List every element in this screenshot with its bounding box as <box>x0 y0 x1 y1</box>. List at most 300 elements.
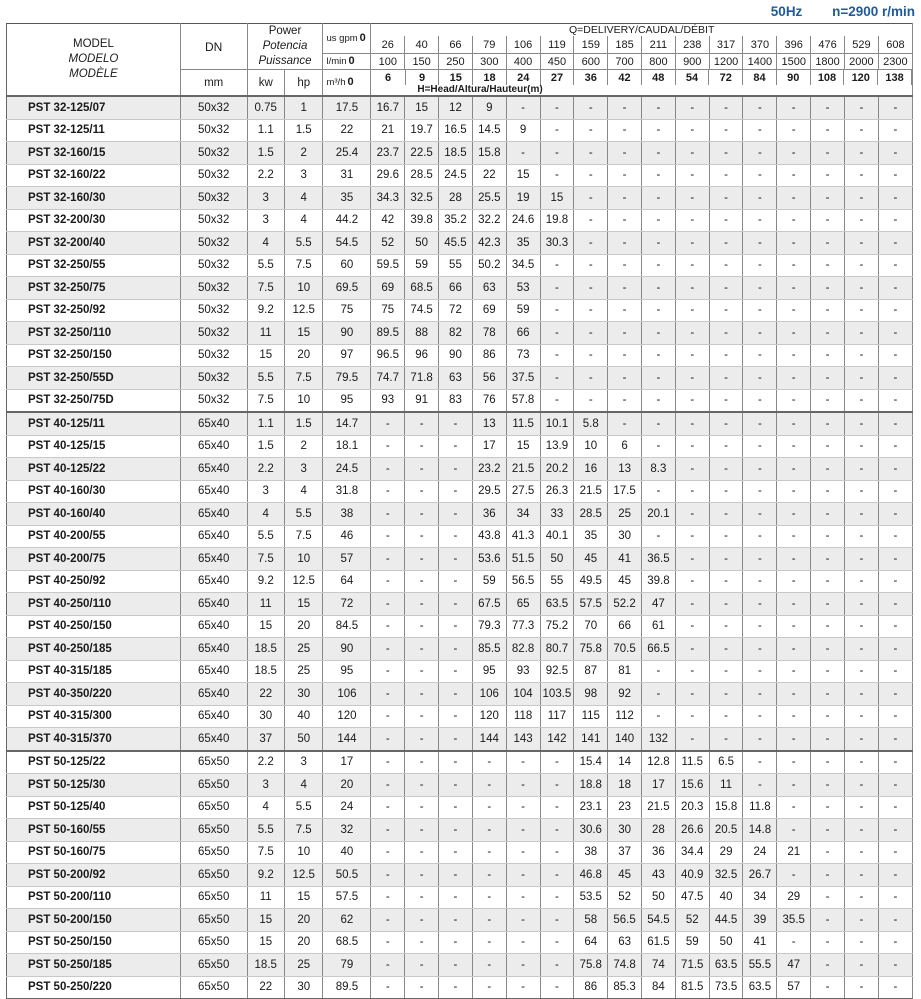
hp-cell: 12.5 <box>284 570 323 593</box>
head-cell: 20.5 <box>709 819 743 842</box>
head-cell: 66 <box>608 615 642 638</box>
head-cell: 45 <box>608 570 642 593</box>
head-cell: - <box>777 548 811 571</box>
table-row <box>7 209 913 232</box>
head-cell: - <box>439 412 473 435</box>
head-cell: - <box>371 458 405 481</box>
head-cell: - <box>439 819 473 842</box>
head-cell: 55 <box>540 570 574 593</box>
head-cell: - <box>675 96 709 119</box>
head-cell: 14.7 <box>323 412 371 435</box>
head-cell: - <box>574 322 608 345</box>
head-cell: 72 <box>439 299 473 322</box>
head-cell: 59 <box>675 931 709 954</box>
head-cell: - <box>371 774 405 797</box>
hp-cell: 10 <box>284 841 323 864</box>
head-cell: - <box>675 615 709 638</box>
head-cell: 40.1 <box>540 525 574 548</box>
head-cell: - <box>777 931 811 954</box>
head-cell: - <box>642 277 676 300</box>
head-cell: - <box>574 96 608 119</box>
head-cell: 56.5 <box>608 909 642 932</box>
head-cell: 89.5 <box>371 322 405 345</box>
head-cell: 13 <box>472 412 506 435</box>
head-cell: - <box>439 548 473 571</box>
head-cell: - <box>439 458 473 481</box>
head-cell: 23.7 <box>371 142 405 165</box>
head-cell: 8.3 <box>642 458 676 481</box>
head-cell: - <box>540 819 574 842</box>
head-cell: - <box>506 751 540 774</box>
head-cell: - <box>540 142 574 165</box>
head-cell: - <box>844 615 878 638</box>
head-cell: 74.7 <box>371 367 405 390</box>
model-header-line: MODÈLE <box>69 68 118 80</box>
head-cell: - <box>844 525 878 548</box>
head-cell: - <box>574 142 608 165</box>
head-cell: - <box>844 322 878 345</box>
head-cell: - <box>878 593 912 616</box>
head-cell: - <box>709 164 743 187</box>
model-cell: PST 40-200/55 <box>7 525 181 548</box>
head-cell: - <box>743 458 777 481</box>
table-row <box>7 796 913 819</box>
head-cell: - <box>811 796 845 819</box>
head-cell: - <box>743 480 777 503</box>
kw-cell: 2.2 <box>247 458 284 481</box>
head-cell: - <box>675 525 709 548</box>
hp-cell: 30 <box>284 976 323 999</box>
head-cell: - <box>642 683 676 706</box>
head-cell: 18 <box>608 774 642 797</box>
dn-cell: 50x32 <box>180 209 247 232</box>
head-cell: 21.5 <box>642 796 676 819</box>
m3h-value: 36 <box>574 70 608 85</box>
head-cell: 120 <box>472 705 506 728</box>
head-cell: 23.1 <box>574 796 608 819</box>
head-cell: 50 <box>642 886 676 909</box>
head-cell: - <box>743 660 777 683</box>
dn-cell: 65x50 <box>180 864 247 887</box>
head-cell: - <box>844 954 878 977</box>
head-cell: - <box>811 954 845 977</box>
head-cell: - <box>371 525 405 548</box>
head-cell: - <box>642 412 676 435</box>
dn-cell: 50x32 <box>180 187 247 210</box>
head-cell: - <box>777 277 811 300</box>
head-cell: - <box>405 458 439 481</box>
head-cell: - <box>540 954 574 977</box>
head-cell: 103.5 <box>540 683 574 706</box>
head-cell: 36.5 <box>642 548 676 571</box>
head-cell: - <box>844 909 878 932</box>
head-cell: - <box>743 525 777 548</box>
head-cell: - <box>371 751 405 774</box>
table-row <box>7 254 913 277</box>
head-cell: - <box>844 232 878 255</box>
head-cell: - <box>878 458 912 481</box>
dn-cell: 65x50 <box>180 976 247 999</box>
head-cell: 28 <box>439 187 473 210</box>
kw-cell: 3 <box>247 209 284 232</box>
head-cell: - <box>405 570 439 593</box>
dn-cell: 65x40 <box>180 458 247 481</box>
hp-cell: 30 <box>284 683 323 706</box>
head-cell: 79 <box>323 954 371 977</box>
head-cell: - <box>405 886 439 909</box>
head-cell: - <box>642 187 676 210</box>
kw-cell: 2.2 <box>247 751 284 774</box>
head-cell: 53.6 <box>472 548 506 571</box>
head-cell: - <box>878 976 912 999</box>
model-cell: PST 32-160/30 <box>7 187 181 210</box>
power-column-header <box>247 24 323 70</box>
head-cell: - <box>878 570 912 593</box>
head-cell: - <box>844 96 878 119</box>
head-cell: - <box>675 299 709 322</box>
hp-cell: 4 <box>284 480 323 503</box>
head-cell: - <box>675 593 709 616</box>
head-cell: 53.5 <box>574 886 608 909</box>
head-cell: 68.5 <box>405 277 439 300</box>
pump-performance-table <box>6 23 913 999</box>
head-cell: 44.2 <box>323 209 371 232</box>
head-cell: - <box>878 209 912 232</box>
head-cell: - <box>642 660 676 683</box>
head-cell: 118 <box>506 705 540 728</box>
table-row <box>7 503 913 526</box>
head-cell: - <box>844 751 878 774</box>
dn-cell: 65x40 <box>180 503 247 526</box>
head-cell: 37.5 <box>506 367 540 390</box>
head-cell: 15 <box>405 96 439 119</box>
head-cell: - <box>709 367 743 390</box>
head-cell: 73 <box>506 344 540 367</box>
head-cell: - <box>574 254 608 277</box>
head-cell: - <box>811 976 845 999</box>
head-cell: - <box>472 841 506 864</box>
head-cell: - <box>811 458 845 481</box>
model-cell: PST 40-315/185 <box>7 660 181 683</box>
head-cell: - <box>743 683 777 706</box>
model-cell: PST 50-200/150 <box>7 909 181 932</box>
head-cell: - <box>844 570 878 593</box>
head-cell: - <box>844 503 878 526</box>
head-cell: - <box>675 232 709 255</box>
kw-cell: 18.5 <box>247 638 284 661</box>
head-cell: - <box>540 96 574 119</box>
head-cell: 63.5 <box>709 954 743 977</box>
head-title-row <box>371 85 911 95</box>
head-cell: 90 <box>439 344 473 367</box>
head-cell: - <box>608 412 642 435</box>
head-cell: 44.5 <box>709 909 743 932</box>
m3h-value: 84 <box>743 70 777 85</box>
head-cell: 53 <box>506 277 540 300</box>
head-cell: 71.8 <box>405 367 439 390</box>
head-cell: 91 <box>405 389 439 412</box>
head-cell: 16.5 <box>439 119 473 142</box>
head-cell: - <box>472 751 506 774</box>
head-cell: - <box>709 187 743 210</box>
head-cell: - <box>405 931 439 954</box>
head-cell: 63.5 <box>743 976 777 999</box>
head-cell: 112 <box>608 705 642 728</box>
table-row <box>7 864 913 887</box>
model-cell: PST 40-315/300 <box>7 705 181 728</box>
head-cell: 41 <box>608 548 642 571</box>
head-cell: - <box>405 774 439 797</box>
head-cell: 24 <box>323 796 371 819</box>
head-cell: 52 <box>608 886 642 909</box>
head-cell: - <box>777 705 811 728</box>
head-cell: 26.3 <box>540 480 574 503</box>
head-cell: - <box>540 774 574 797</box>
head-cell: - <box>642 164 676 187</box>
lmin-value: 600 <box>574 54 608 70</box>
head-cell: - <box>777 660 811 683</box>
head-cell: - <box>439 886 473 909</box>
head-cell: 81 <box>608 660 642 683</box>
head-cell: 47 <box>777 954 811 977</box>
head-cell: - <box>811 389 845 412</box>
head-cell: 34.5 <box>506 254 540 277</box>
head-cell: - <box>878 660 912 683</box>
unit-lmin-label: l/min 0 <box>323 54 371 70</box>
dn-cell: 65x50 <box>180 931 247 954</box>
head-cell: 68.5 <box>323 931 371 954</box>
head-cell: - <box>371 593 405 616</box>
kw-cell: 18.5 <box>247 954 284 977</box>
dn-cell: 65x40 <box>180 638 247 661</box>
head-cell: 29 <box>777 886 811 909</box>
head-cell: - <box>608 277 642 300</box>
head-cell: - <box>405 503 439 526</box>
head-cell: 40 <box>709 886 743 909</box>
usgpm-value: 396 <box>777 36 811 54</box>
head-cell: 10.1 <box>540 412 574 435</box>
head-cell: - <box>506 142 540 165</box>
head-cell: - <box>811 503 845 526</box>
kw-cell: 15 <box>247 931 284 954</box>
delivery-title: Q=DELIVERY/CAUDAL/DÉBIT <box>371 24 913 37</box>
head-cell: - <box>878 367 912 390</box>
head-cell: - <box>405 548 439 571</box>
kw-cell: 3 <box>247 774 284 797</box>
hp-cell: 20 <box>284 615 323 638</box>
head-cell: - <box>811 525 845 548</box>
hp-cell: 7.5 <box>284 819 323 842</box>
head-cell: - <box>709 412 743 435</box>
head-cell: 17 <box>323 751 371 774</box>
head-cell: 19.8 <box>540 209 574 232</box>
head-cell: - <box>540 841 574 864</box>
head-cell: - <box>878 864 912 887</box>
dn-cell: 50x32 <box>180 142 247 165</box>
head-cell: - <box>439 774 473 797</box>
kw-cell: 11 <box>247 322 284 345</box>
head-cell: 50 <box>405 232 439 255</box>
head-cell: 50.5 <box>323 864 371 887</box>
head-cell: - <box>878 638 912 661</box>
model-cell: PST 50-200/92 <box>7 864 181 887</box>
head-cell: 57.5 <box>574 593 608 616</box>
head-cell: - <box>844 660 878 683</box>
head-cell: - <box>642 119 676 142</box>
hp-cell: 4 <box>284 774 323 797</box>
head-cell: 24 <box>743 841 777 864</box>
speed-info <box>771 4 915 20</box>
head-cell: 67.5 <box>472 593 506 616</box>
head-cell: - <box>844 864 878 887</box>
head-cell: - <box>439 976 473 999</box>
head-cell: - <box>811 593 845 616</box>
head-cell: 19.7 <box>405 119 439 142</box>
head-cell: 52 <box>371 232 405 255</box>
model-cell: PST 40-125/15 <box>7 435 181 458</box>
kw-cell: 30 <box>247 705 284 728</box>
lmin-value: 900 <box>675 54 709 70</box>
head-cell: 24.5 <box>323 458 371 481</box>
head-cell: - <box>811 277 845 300</box>
head-cell: - <box>709 322 743 345</box>
head-cell: - <box>709 96 743 119</box>
head-cell: - <box>777 751 811 774</box>
dn-cell: 65x50 <box>180 774 247 797</box>
head-cell: - <box>506 886 540 909</box>
head-cell: - <box>811 164 845 187</box>
head-cell: - <box>743 751 777 774</box>
head-cell: 16 <box>574 458 608 481</box>
kw-cell: 11 <box>247 886 284 909</box>
head-cell: - <box>608 232 642 255</box>
head-cell: - <box>811 683 845 706</box>
head-cell: - <box>540 909 574 932</box>
m3h-value: 108 <box>810 70 844 85</box>
m3h-value: 48 <box>641 70 675 85</box>
head-cell: 71.5 <box>675 954 709 977</box>
head-cell: 17.5 <box>608 480 642 503</box>
model-cell: PST 32-125/11 <box>7 119 181 142</box>
head-cell: - <box>743 412 777 435</box>
lmin-value: 450 <box>540 54 574 70</box>
head-cell: - <box>878 751 912 774</box>
hp-unit: hp <box>284 70 323 97</box>
kw-cell: 15 <box>247 344 284 367</box>
head-cell: - <box>371 638 405 661</box>
frequency-label: 50Hz <box>770 4 803 19</box>
head-cell: - <box>439 615 473 638</box>
head-cell: - <box>574 344 608 367</box>
head-cell: - <box>540 976 574 999</box>
head-cell: - <box>642 480 676 503</box>
head-cell: 143 <box>506 728 540 751</box>
head-cell: 31 <box>323 164 371 187</box>
model-cell: PST 40-125/11 <box>7 412 181 435</box>
head-cell: - <box>675 142 709 165</box>
model-cell: PST 50-250/150 <box>7 931 181 954</box>
head-cell: - <box>506 976 540 999</box>
kw-cell: 1.5 <box>247 435 284 458</box>
head-cell: - <box>574 209 608 232</box>
head-cell: - <box>777 96 811 119</box>
kw-cell: 3 <box>247 187 284 210</box>
head-cell: 74.8 <box>608 954 642 977</box>
head-cell: - <box>878 142 912 165</box>
head-cell: 144 <box>323 728 371 751</box>
head-cell: - <box>709 389 743 412</box>
table-row <box>7 277 913 300</box>
head-cell: - <box>743 638 777 661</box>
head-cell: - <box>642 209 676 232</box>
head-cell: - <box>608 187 642 210</box>
hp-cell: 15 <box>284 886 323 909</box>
head-cell: 34 <box>743 886 777 909</box>
head-cell: - <box>506 96 540 119</box>
head-cell: - <box>743 503 777 526</box>
head-cell: - <box>439 864 473 887</box>
hp-cell: 10 <box>284 548 323 571</box>
head-cell: - <box>371 728 405 751</box>
head-cell: - <box>405 864 439 887</box>
head-cell: 75 <box>371 299 405 322</box>
lmin-value: 2000 <box>844 54 878 70</box>
table-row <box>7 705 913 728</box>
head-cell: - <box>777 435 811 458</box>
model-cell: PST 40-250/185 <box>7 638 181 661</box>
table-row <box>7 819 913 842</box>
hp-cell: 20 <box>284 909 323 932</box>
head-cell: - <box>540 254 574 277</box>
head-cell: 30 <box>608 819 642 842</box>
head-cell: - <box>844 299 878 322</box>
head-cell: - <box>540 931 574 954</box>
kw-cell: 7.5 <box>247 841 284 864</box>
head-cell: - <box>811 254 845 277</box>
head-cell: 22 <box>472 164 506 187</box>
lmin-value: 1500 <box>777 54 811 70</box>
dn-column-header: DN <box>180 24 247 70</box>
head-cell: - <box>472 909 506 932</box>
hp-cell: 25 <box>284 954 323 977</box>
head-cell: - <box>675 344 709 367</box>
head-cell: 22.5 <box>405 142 439 165</box>
model-cell: PST 32-250/55D <box>7 367 181 390</box>
model-cell: PST 32-250/55 <box>7 254 181 277</box>
dn-cell: 65x40 <box>180 480 247 503</box>
head-cell: 10 <box>574 435 608 458</box>
head-cell: - <box>709 503 743 526</box>
head-cell: - <box>675 548 709 571</box>
head-cell: 54.5 <box>642 909 676 932</box>
usgpm-value: 106 <box>506 36 540 54</box>
head-cell: 9 <box>506 119 540 142</box>
head-cell: 35 <box>506 232 540 255</box>
lmin-value: 1800 <box>811 54 845 70</box>
lmin-value: 400 <box>506 54 540 70</box>
dn-cell: 50x32 <box>180 164 247 187</box>
lmin-value: 800 <box>642 54 676 70</box>
head-cell: 25 <box>608 503 642 526</box>
head-cell: - <box>371 841 405 864</box>
hp-cell: 4 <box>284 209 323 232</box>
head-cell: - <box>540 389 574 412</box>
head-cell: - <box>371 615 405 638</box>
head-cell: - <box>811 660 845 683</box>
hp-cell: 4 <box>284 187 323 210</box>
head-cell: - <box>777 458 811 481</box>
head-cell: - <box>777 209 811 232</box>
